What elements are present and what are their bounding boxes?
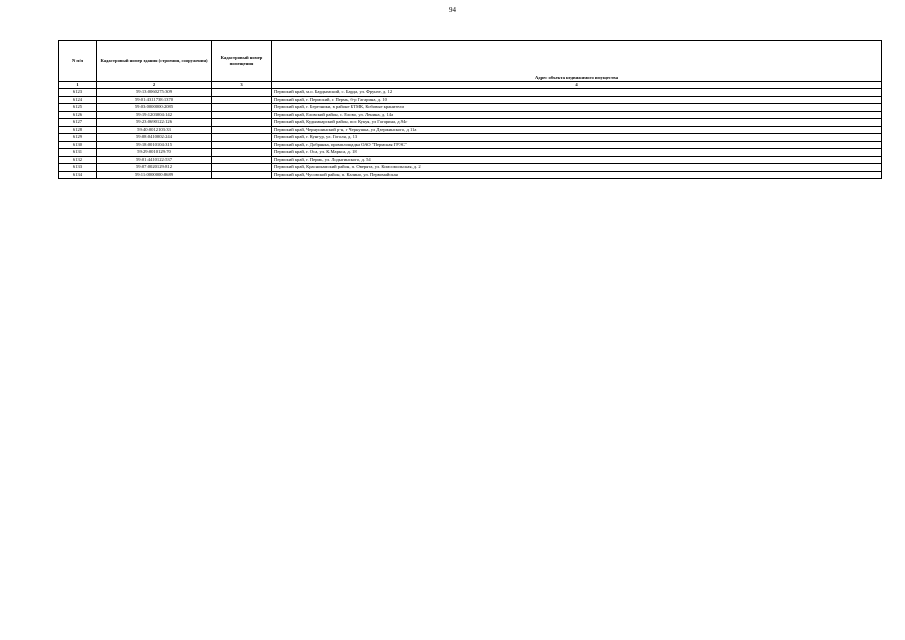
cadastral-room-cell: [212, 111, 272, 119]
table-row: [59, 111, 882, 119]
table-row: [59, 134, 882, 142]
page-number: 94: [449, 6, 456, 14]
address-cell: Пермский край, Еловский район, с. Елово, ул. Ленина, д. 14а: [272, 111, 882, 119]
row-number: 6132: [59, 156, 97, 164]
cadastral-room-cell: [212, 171, 272, 179]
row-number: 6123: [59, 89, 97, 97]
row-number: 6127: [59, 119, 97, 127]
cadastral-building-cell: 59:13:0060275:309: [97, 89, 212, 97]
address-cell: Пермский край, м.о. Бардымский, с. Барда, ул. Фрунзе, д. 12: [272, 89, 882, 97]
address-cell: Пермский край, г. Кунгур, ул. Гоголя, д. 13: [272, 134, 882, 142]
cadastral-building-cell: 59:40:0012103:33: [97, 126, 212, 134]
table-row: [59, 149, 882, 157]
cadastral-room-cell: [212, 104, 272, 112]
table-row: [59, 119, 882, 127]
cadastral-room-cell: [212, 134, 272, 142]
cadastral-building-cell: 59:08:0410002:244: [97, 134, 212, 142]
column-number-row: [59, 82, 882, 89]
table-row: [59, 141, 882, 149]
property-register-table: [58, 40, 882, 179]
cadastral-room-cell: [212, 156, 272, 164]
cadastral-building-cell: 59:01:4410122:537: [97, 156, 212, 164]
table-row: [59, 171, 882, 179]
row-number: 6133: [59, 164, 97, 172]
header-num: N п/п: [59, 41, 97, 82]
table-row: [59, 164, 882, 172]
cadastral-building-cell: 59:29:0010129:70: [97, 149, 212, 157]
row-number: 6124: [59, 96, 97, 104]
address-cell: Пермский край, г. Березники, в районе БТМК, Кобовые кранители: [272, 104, 882, 112]
cadastral-room-cell: [212, 96, 272, 104]
cadastral-room-cell: [212, 89, 272, 97]
row-number: 6126: [59, 111, 97, 119]
address-cell: Пермский край, г. Пермь, ул. Лодыгинского, д. 54: [272, 156, 882, 164]
column-number: 4: [272, 82, 882, 89]
column-number: 3: [212, 82, 272, 89]
cadastral-building-cell: 59:18:0010104:315: [97, 141, 212, 149]
address-cell: Пермский край, г. Добрянка, промплощадка ОАО "Пермская ГРЭС": [272, 141, 882, 149]
table-row: [59, 89, 882, 97]
column-number: 2: [97, 82, 212, 89]
cadastral-building-cell: 59:01:4311738:1370: [97, 96, 212, 104]
address-cell: Пермский край, Чернушинский р-н, г Чернушка, ул Дзержинского, д 11а: [272, 126, 882, 134]
row-number: 6129: [59, 134, 97, 142]
table-body: [59, 89, 882, 179]
header-cadastral-building: Кадастровый номер здания (строения, сооружения): [97, 41, 212, 82]
cadastral-room-cell: [212, 119, 272, 127]
address-cell: Пермский край, Кудымкарский район, пос Кукуя, ул Гагарина, д.94г: [272, 119, 882, 127]
cadastral-room-cell: [212, 149, 272, 157]
cadastral-room-cell: [212, 164, 272, 172]
cadastral-building-cell: 59:19:1203004:142: [97, 111, 212, 119]
row-number: 6134: [59, 171, 97, 179]
address-cell: Пермский край, Чусовской район, п. Калино, ул. Первомайская: [272, 171, 882, 179]
header-address: Адрес объекта недвижимого имущества: [272, 41, 882, 82]
address-cell: Пермский край, г. Оса, ул. К.Маркса, д. 18: [272, 149, 882, 157]
table-row: [59, 156, 882, 164]
row-number: 6128: [59, 126, 97, 134]
row-number: 6125: [59, 104, 97, 112]
cadastral-building-cell: 59:23:0690122:126: [97, 119, 212, 127]
header-cadastral-room: Кадастровый номер помещения: [212, 41, 272, 82]
column-number: 1: [59, 82, 97, 89]
cadastral-building-cell: 59:07:0020129:812: [97, 164, 212, 172]
address-cell: Пермский край, Краснокамский район, п. Оверята, ул. Комсомольская, д. 2: [272, 164, 882, 172]
header-row: [59, 41, 882, 82]
table-row: [59, 96, 882, 104]
row-number: 6131: [59, 149, 97, 157]
cadastral-building-cell: 59:11:0000000:8689: [97, 171, 212, 179]
table-row: [59, 126, 882, 134]
row-number: 6130: [59, 141, 97, 149]
cadastral-building-cell: 59:03:0000000:2085: [97, 104, 212, 112]
cadastral-room-cell: [212, 126, 272, 134]
cadastral-room-cell: [212, 141, 272, 149]
table-row: [59, 104, 882, 112]
address-cell: Пермский край, г. Пермский, г. Пермь, б-р Гагарина, д. 10: [272, 96, 882, 104]
